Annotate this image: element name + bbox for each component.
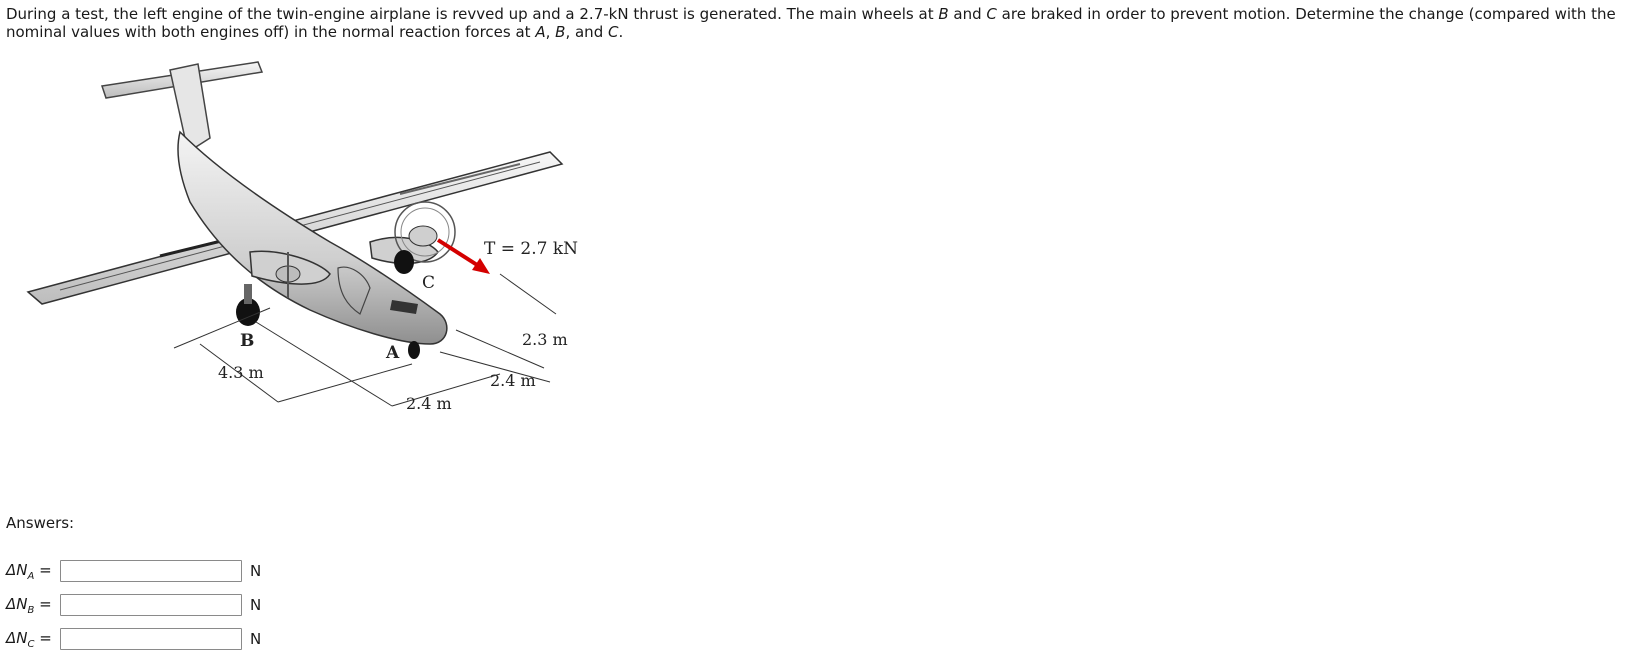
- answer-input-na[interactable]: [60, 560, 242, 582]
- point-a-label: A: [386, 343, 400, 363]
- dimension-2-4-bottom-label: 2.4 m: [406, 394, 452, 413]
- answer-label-na: $\Delta N_A$ =: [6, 560, 52, 582]
- point-b-label: B: [240, 331, 255, 351]
- thrust-label: T = 2.7 kN: [484, 239, 579, 259]
- problem-text: During a test, the left engine of the twin-engine airplane is revved up and a 2.7-kN thrust is generated. The main wheels at: [6, 5, 939, 23]
- problem-text: are braked in order to prevent motion. Determine the change (compared with the nominal values with both engines off) in the normal reaction forces at: [6, 5, 1616, 41]
- problem-text: , and: [565, 23, 608, 41]
- answer-unit-nb: N: [250, 596, 262, 614]
- problem-point-c: C: [607, 23, 619, 41]
- answer-row-nc: [6, 626, 261, 652]
- problem-point-c: C: [986, 5, 997, 23]
- answer-unit-nc: N: [250, 630, 262, 648]
- problem-statement: [6, 5, 1616, 41]
- answer-input-nc[interactable]: [60, 628, 242, 650]
- problem-text: .: [618, 23, 624, 41]
- problem-point-b: B: [938, 5, 949, 23]
- problem-point-a: A: [535, 23, 546, 41]
- answers-label: Answers:: [6, 514, 75, 532]
- wheel-a: [408, 341, 420, 359]
- answer-label-nc: $\Delta N_C$ =: [6, 628, 52, 650]
- answer-row-nb: [6, 592, 261, 618]
- problem-point-b: B: [555, 23, 566, 41]
- answer-label-nb: $\Delta N_B$ =: [6, 594, 52, 616]
- answer-unit-na: N: [250, 562, 262, 580]
- answer-row-na: [6, 558, 261, 584]
- dimension-4-3-label: 4.3 m: [218, 363, 264, 382]
- problem-text: and: [948, 5, 987, 23]
- wheel-c: [394, 250, 414, 274]
- dimension-2-4-right-label: 2.4 m: [490, 371, 536, 390]
- dimension-2-3-label: 2.3 m: [522, 330, 568, 349]
- answer-input-nb[interactable]: [60, 594, 242, 616]
- problem-text: ,: [545, 23, 556, 41]
- point-c-label: C: [422, 273, 436, 293]
- thrust-arrow: [438, 240, 490, 274]
- airplane-figure: [20, 52, 620, 462]
